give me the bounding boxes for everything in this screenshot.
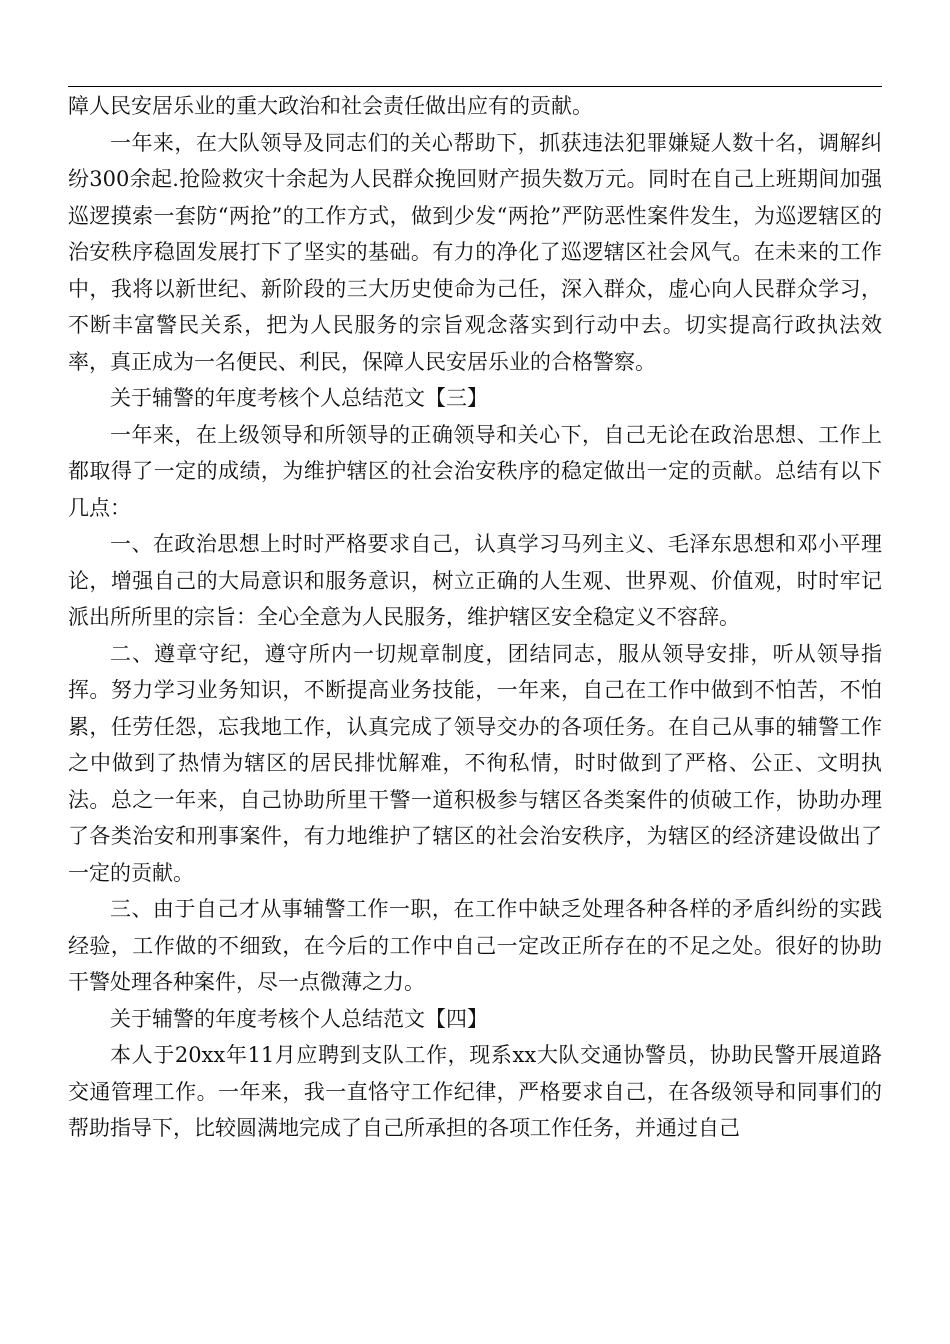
section-heading-three: 关于辅警的年度考核个人总结范文【三】 [110,386,488,410]
paragraph-point-one: 一、在政治思想上时时严格要求自己，认真学习马列主义、毛泽东思想和邓小平理论，增强自己的大局意识和服务意识，树立正确的人生观、世界观、价值观，时时牢记派出所所里的宗旨：全心全意为人民服务，维护辖区安全稳定义不容辞。 [68,532,882,629]
paragraph-annual-achievements: 一年来，在大队领导及同志们的关心帮助下，抓获违法犯罪嫌疑人数十名，调解纠纷300余起.抢险救灾十余起为人民群众挽回财产损失数万元。同时在自己上班期间加强巡逻摸索一套防“两抢”的工作方式，做到少发“两抢”严防恶性案件发生，为巡逻辖区的治安秩序稳固发展打下了坚实的基础。有力的净化了巡逻辖区社会风气。在未来的工作中，我将以新世纪、新阶段的三大历史使命为己任，深入群众，虚心向人民群众学习，不断丰富警民关系，把为人民服务的宗旨观念落实到行动中去。切实提高行政执法效率，真正成为一名便民、利民，保障人民安居乐业的合格警察。 [68,130,882,374]
paragraph-summary-intro: 一年来，在上级领导和所领导的正确领导和关心下，自己无论在政治思想、工作上都取得了一定的成绩，为维护辖区的社会治安秩序的稳定做出一定的贡献。总结有以下几点： [68,422,882,520]
section-heading-four: 关于辅警的年度考核个人总结范文【四】 [110,1006,488,1031]
paragraph-point-two: 二、遵章守纪，遵守所内一切规章制度，团结同志，服从领导安排，听从领导指挥。努力学习业务知识，不断提高业务技能，一年来，自己在工作中做到不怕苦，不怕累，任劳任怨，忘我地工作，认真完成了领导交办的各项任务。在自己从事的辅警工作之中做到了热情为辖区的居民排忧解难，不徇私情，时时做到了严格、公正、文明执法。总之一年来，自己协助所里干警一道积极参与辖区各类案件的侦破工作，协助办理了各类治安和刑事案件，有力地维护了辖区的社会治安秩序，为辖区的经济建设做出了一定的贡献。 [68,641,882,885]
paragraph-point-three: 三、由于自己才从事辅警工作一职，在工作中缺乏处理各种各样的矛盾纠纷的实践经验，工作做的不细致，在今后的工作中自己一定改正所存在的不足之处。很好的协助干警处理各种案件，尽一点微薄之力。 [68,897,882,994]
header-rule [68,86,882,87]
paragraph-section-four-intro: 本人于20xx年11月应聘到支队工作，现系xx大队交通协警员，协助民警开展道路交通管理工作。一年来，我一直恪守工作纪律，严格要求自己，在各级领导和同事们的帮助指导下，比较圆满地完成了自己所承担的各项工作任务，并通过自己 [68,1043,882,1140]
document-body [68,88,882,1147]
paragraph-continuation: 障人民安居乐业的重大政治和社会责任做出应有的贡献。 [68,94,593,118]
